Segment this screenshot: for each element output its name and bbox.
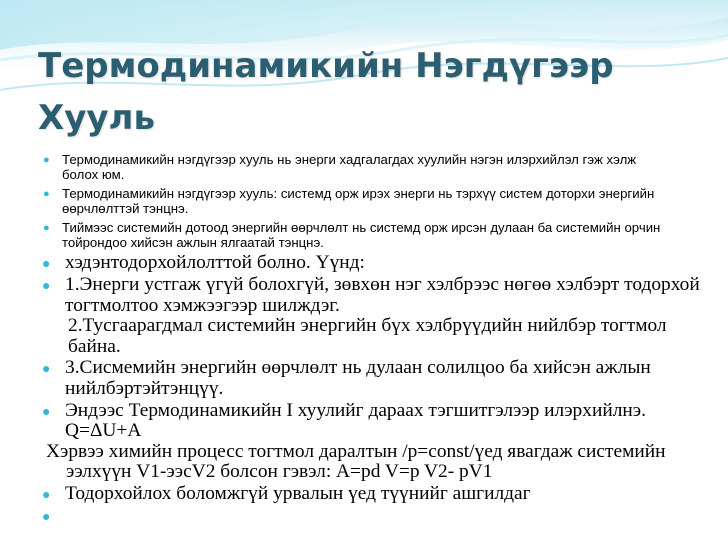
bullet-dot-icon: ● xyxy=(42,257,51,273)
bullet-dot-icon: ● xyxy=(42,362,51,378)
slide-title: Термодинамикийн Нэгдүгээр Хууль xyxy=(38,46,614,138)
large-bullet-8 xyxy=(0,506,721,527)
large-bullet-1: ● хэдэнтодорхойлолттой болно. Үүнд: xyxy=(0,253,721,274)
slide-content xyxy=(0,152,728,526)
large-bullet-5: ● Эндээс Термодинамикийн I хуулийг дараах тэгшитгэлээр илэрхийлнэ. Q=ΔU+A xyxy=(42,399,646,442)
large-bullet-7: ● Тодорхойлох боломжгүй урвалын үед түүнийг ашгилдаг xyxy=(0,484,721,505)
bullet-dot-icon: ● xyxy=(42,404,51,420)
large-paragraph-3: 2.Тусгаарагдмал системийн энергийн бүх хэлбрүүдийн нийлбэр тогтмол байна. xyxy=(68,315,667,357)
bullet-dot-icon: ● xyxy=(43,187,50,200)
large-bullet-2: ● 1.Энерги устгаж үгүй болохгүй, зөвхөн нэг хэлбрээс нөгөө хэлбэрт тодорхой тогтмолтоо хэмжээгээр шилждэг. xyxy=(42,274,700,316)
bullet-dot-icon: ● xyxy=(43,221,50,234)
large-bullet-4: ● 3.Сисмемийн энергийн өөрчлөлт нь дулаан солилцоо ба хийсэн ажлын нийлбэртэйтэнцүү. xyxy=(42,357,651,399)
small-bullet-3: ● Тиймээс системийн дотоод энергийн өөрчлөлт нь системд орж ирсэн дулаан ба системийн орчин тойрондоо хийсэн ажлын ялгаатай тэнцнэ. xyxy=(43,219,661,251)
large-paragraph-6: Хэрвээ химийн процесс тогтмол даралтын /p=const/үед явагдаж системийн ээлхүүн V1-ээсV2 болсон гэвэл: A=pd V=p V2- pV1 xyxy=(46,440,666,483)
bullet-dot-icon: ● xyxy=(42,279,51,295)
bullet-dot-icon: ● xyxy=(42,509,51,525)
small-bullet-2: ● Термодинамикийн нэгдүгээр хууль: системд орж ирэх энерги нь тэрхүү систем доторхи энергийн өөрчлөлттэй тэнцнэ. xyxy=(43,185,655,217)
bullet-dot-icon: ● xyxy=(42,487,51,503)
small-bullet-1: ● Термодинамикийн нэгдүгээр хууль нь энерги хадгалагдах хуулийн нэгэн илэрхийлэл гэж хэлж болох юм. xyxy=(43,152,637,183)
bullet-dot-icon: ● xyxy=(43,154,50,166)
